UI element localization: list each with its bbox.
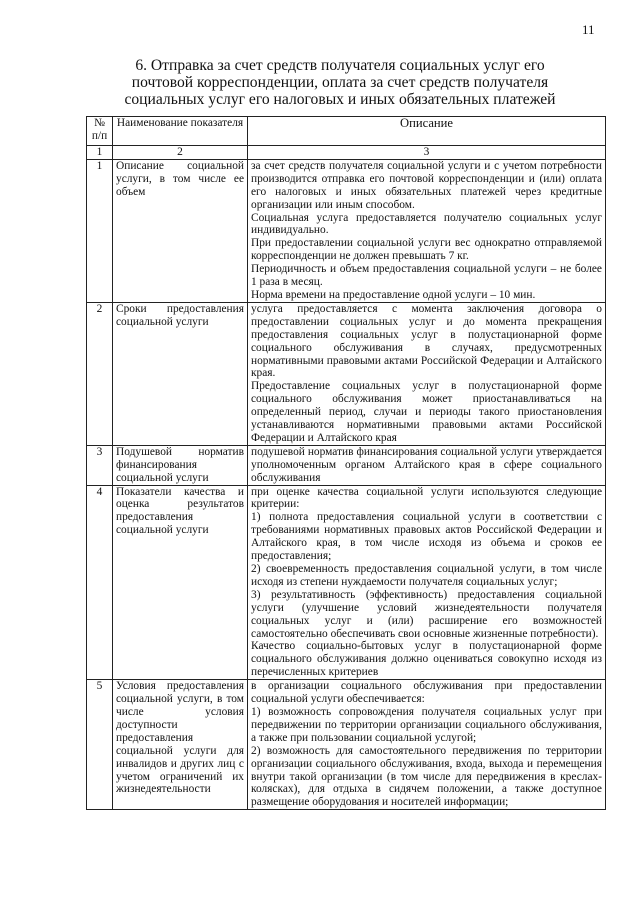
description-paragraph: Социальная услуга предоставляется получателю социальных услуг индивидуально. [251,211,602,237]
description-paragraph: услуга предоставляется с момента заключения договора о предоставлении социальных услуг и до момента прекращения предоставления социальных услуг в полустационарной форме социального обслуживания в случаях, предусмотренных нормативными правовыми актами Российской Федерации и Алтайского края. [251,302,602,380]
title-line: социальных услуг его налоговых и иных обязательных платежей [124,91,556,108]
table-row [87,445,606,485]
description-paragraph: за счет средств получателя социальной услуги и с учетом потребности производится отправка его почтовой корреспонденции и (или) оплата его налоговых и иных обязательных платежей через кредитные организации или иным способом. [251,159,602,211]
description-paragraph: Периодичность и объем предоставления социальной услуги – не более 1 раза в месяц. [251,263,602,289]
description-paragraph: Предоставление социальных услуг в полустационарной форме социального обслуживания может приостанавливаться на определенный период, случаи и периоды такого приостановления устанавливаются нормативными правовыми актами Российской Федерации и Алтайского края [251,380,602,444]
title-line: 6. Отправка за счет средств получателя социальных услуг его [135,57,545,74]
description-paragraph: 1) возможность сопровождения получателя социальных услуг при передвижении по территории организации социального обслуживания, а также при пользовании социальной услугой; [251,705,602,744]
description-paragraph: 2) своевременность предоставления социальной услуги, в том числе исходя из степени нуждаемости получателя социальных услуг; [251,563,602,588]
description-paragraph: При предоставлении социальной услуги вес однократно отправляемой корреспонденции не должен превышать 7 кг. [251,237,602,263]
description-paragraph: Норма времени на предоставление одной услуги – 10 мин. [251,288,536,301]
table-header-row [87,117,606,146]
table-row [87,159,606,302]
description-paragraph: в организации социального обслуживания при предоставлении социальной услуги обеспечивается: [251,680,602,706]
description-paragraph: 2) возможность для самостоятельного передвижения по территории организации социального обслуживания, входа, выхода и перемещения внутри такой организации (в том числе для передвижения в креслах-колясках), для отдыха в сидячем положении, а также доступное размещение оборудования и носителей информации; [251,744,602,809]
row-number: 1 [87,159,113,302]
table-row [87,485,606,680]
indicator-description [248,302,606,445]
indicator-name: Сроки предоставления социальной услуги [113,302,248,445]
indicator-description [248,485,606,680]
title-line: почтовой корреспонденции, оплата за счет средств получателя [131,74,549,91]
indicator-description [248,445,606,485]
indicator-description [248,680,606,810]
indicator-name: Условия предоставления социальной услуги, в том числе условия доступности предоставления социальной услуги для инвалидов и других лиц с учетом ограничений их жизнедеятельности [113,680,248,810]
row-number: 4 [87,485,113,680]
row-number: 2 [87,302,113,445]
description-paragraph: подушевой норматив финансирования социальной услуги утверждается уполномоченным органом Алтайского края в сфере социального обслуживания [251,445,602,484]
services-table [86,116,606,810]
indicator-name: Описание социальной услуги, в том числе ее объем [113,159,248,302]
index-cell: 2 [113,146,248,160]
description-paragraph: 1) полнота предоставления социальной услуги в соответствии с требованиями нормативных правовых актов Российской Федерации и Алтайского края, в том числе исходя из объема и сроков ее предоставления; [251,511,602,563]
description-paragraph: Качество социально-бытовых услуг в полустационарной форме социального обслуживания должно оцениваться совокупно исходя из перечисленных критериев [251,640,602,679]
page-number: 11 [582,22,595,37]
description-paragraph: 3) результативность (эффективность) предоставления социальной услуги (улучшение условий жизнедеятельности получателя социальных услуг и (или) расширение его возможностей самостоятельно обеспечивать свои основные жизненные потребности). [251,588,602,640]
description-paragraph: при оценке качества социальной услуги используются следующие критерии: [251,485,602,511]
indicator-name: Подушевой норматив финансирования социальной услуги [113,445,248,485]
header-indicator-name: Наименование показателя [113,117,248,146]
index-cell: 3 [248,146,606,160]
header-number: № п/п [87,117,113,146]
table-row [87,302,606,445]
table-index-row [87,146,606,160]
indicator-name: Показатели качества и оценка результатов предоставления социальной услуги [113,485,248,680]
row-number: 3 [87,445,113,485]
section-title [90,57,590,108]
index-cell: 1 [87,146,113,160]
indicator-description [248,159,606,302]
table-row [87,680,606,810]
header-description: Описание [248,117,606,146]
row-number: 5 [87,680,113,810]
